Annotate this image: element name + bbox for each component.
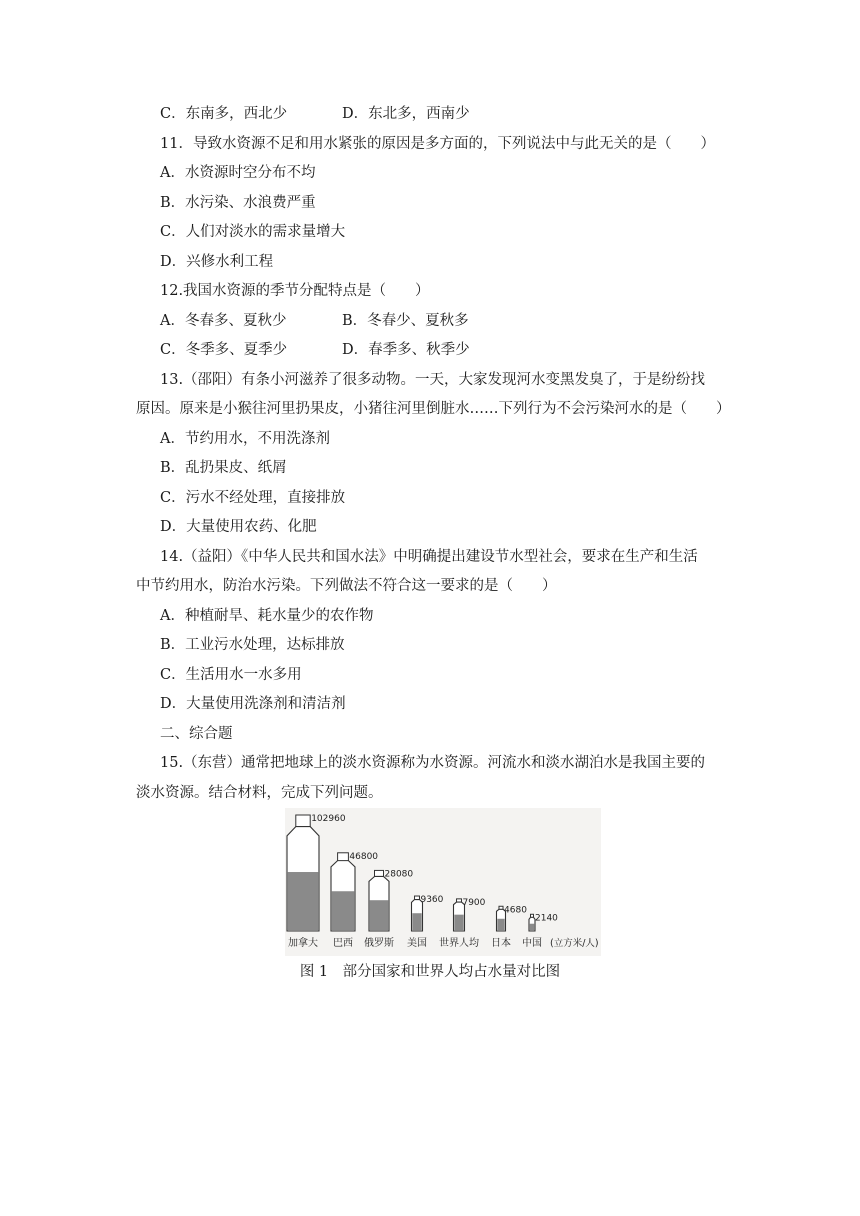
unit-label: (立方米/人) — [550, 938, 599, 949]
q10-option-d: D．东北多，西南少 — [342, 106, 470, 122]
q12-options-cd — [160, 340, 470, 360]
category-label-2: 俄罗斯 — [364, 938, 394, 949]
bottle-2 — [369, 870, 389, 931]
bottle-1 — [331, 853, 355, 931]
q11-option-d: D．兴修水利工程 — [160, 254, 274, 270]
q13-stem-line1: 13.（邵阳）有条小河滋养了很多动物。一天，大家发现河水变黑发臭了，于是纷纷找 — [160, 372, 706, 388]
q13-stem-line2: 原因。原来是小猴往河里扔果皮，小猪往河里倒脏水……下列行为不会污染河水的是（ ） — [136, 401, 731, 417]
q10-options-cd — [160, 104, 470, 124]
q11-option-a: A．水资源时空分布不均 — [160, 165, 316, 181]
value-label-0: 102960 — [311, 814, 346, 824]
q14-option-b: B．工业污水处理，达标排放 — [160, 637, 345, 653]
q15-stem-line1: 15.（东营）通常把地球上的淡水资源称为水资源。河流水和淡水湖泊水是我国主要的 — [160, 755, 706, 771]
q14-stem-line2: 中节约用水，防治水污染。下列做法不符合这一要求的是（ ） — [136, 578, 557, 594]
q11-stem: 11．导致水资源不足和用水紧张的原因是多方面的，下列说法中与此无关的是（ ） — [160, 136, 715, 152]
water-per-capita-figure — [285, 808, 601, 956]
value-label-1: 46800 — [349, 851, 379, 862]
bottle-0 — [287, 815, 319, 931]
value-label-4: 7900 — [462, 897, 486, 908]
category-label-6: 中国 — [522, 938, 542, 949]
q14-option-c: C．生活用水一水多用 — [160, 667, 302, 683]
value-label-6: 2140 — [535, 913, 558, 924]
q12-option-b: B．冬春少、夏秋多 — [342, 313, 469, 329]
section-heading: 二、综合题 — [160, 726, 233, 742]
q13-option-a: A．节约用水，不用洗涤剂 — [160, 431, 330, 447]
category-label-1: 巴西 — [333, 938, 353, 949]
bottle-chart — [285, 808, 601, 956]
category-label-3: 美国 — [407, 938, 427, 949]
q14-option-a: A．种植耐旱、耗水量少的农作物 — [160, 608, 374, 624]
value-label-3: 9360 — [420, 895, 444, 906]
q12-option-a: A．冬春多、夏秋少 — [160, 313, 287, 329]
category-label-5: 日本 — [491, 938, 511, 949]
q10-option-c: C．东南多，西北少 — [160, 106, 288, 122]
q11-option-b: B．水污染、水浪费严重 — [160, 195, 316, 211]
q13-option-b: B．乱扔果皮、纸屑 — [160, 460, 287, 476]
category-label-0: 加拿大 — [288, 938, 318, 949]
q13-option-d: D．大量使用农药、化肥 — [160, 519, 317, 535]
q12-options-ab — [160, 311, 469, 331]
category-label-4: 世界人均 — [439, 938, 479, 949]
q11-option-c: C．人们对淡水的需求量增大 — [160, 224, 346, 240]
q14-stem-line1: 14.（益阳）《中华人民共和国水法》中明确提出建设节水型社会，要求在生产和生活 — [160, 549, 698, 565]
q14-option-d: D．大量使用洗涤剂和清洁剂 — [160, 696, 346, 712]
q12-option-d: D．春季多、秋季少 — [342, 342, 470, 358]
q12-stem: 12.我国水资源的季节分配特点是（ ） — [160, 283, 430, 299]
q13-option-c: C．污水不经处理，直接排放 — [160, 490, 346, 506]
value-label-2: 28080 — [384, 869, 414, 880]
value-label-5: 4680 — [504, 905, 527, 916]
figure-caption: 图 1 部分国家和世界人均占水量对比图 — [299, 964, 561, 980]
q15-stem-line2: 淡水资源。结合材料，完成下列问题。 — [136, 785, 383, 801]
q12-option-c: C．冬季多、夏季少 — [160, 342, 288, 358]
